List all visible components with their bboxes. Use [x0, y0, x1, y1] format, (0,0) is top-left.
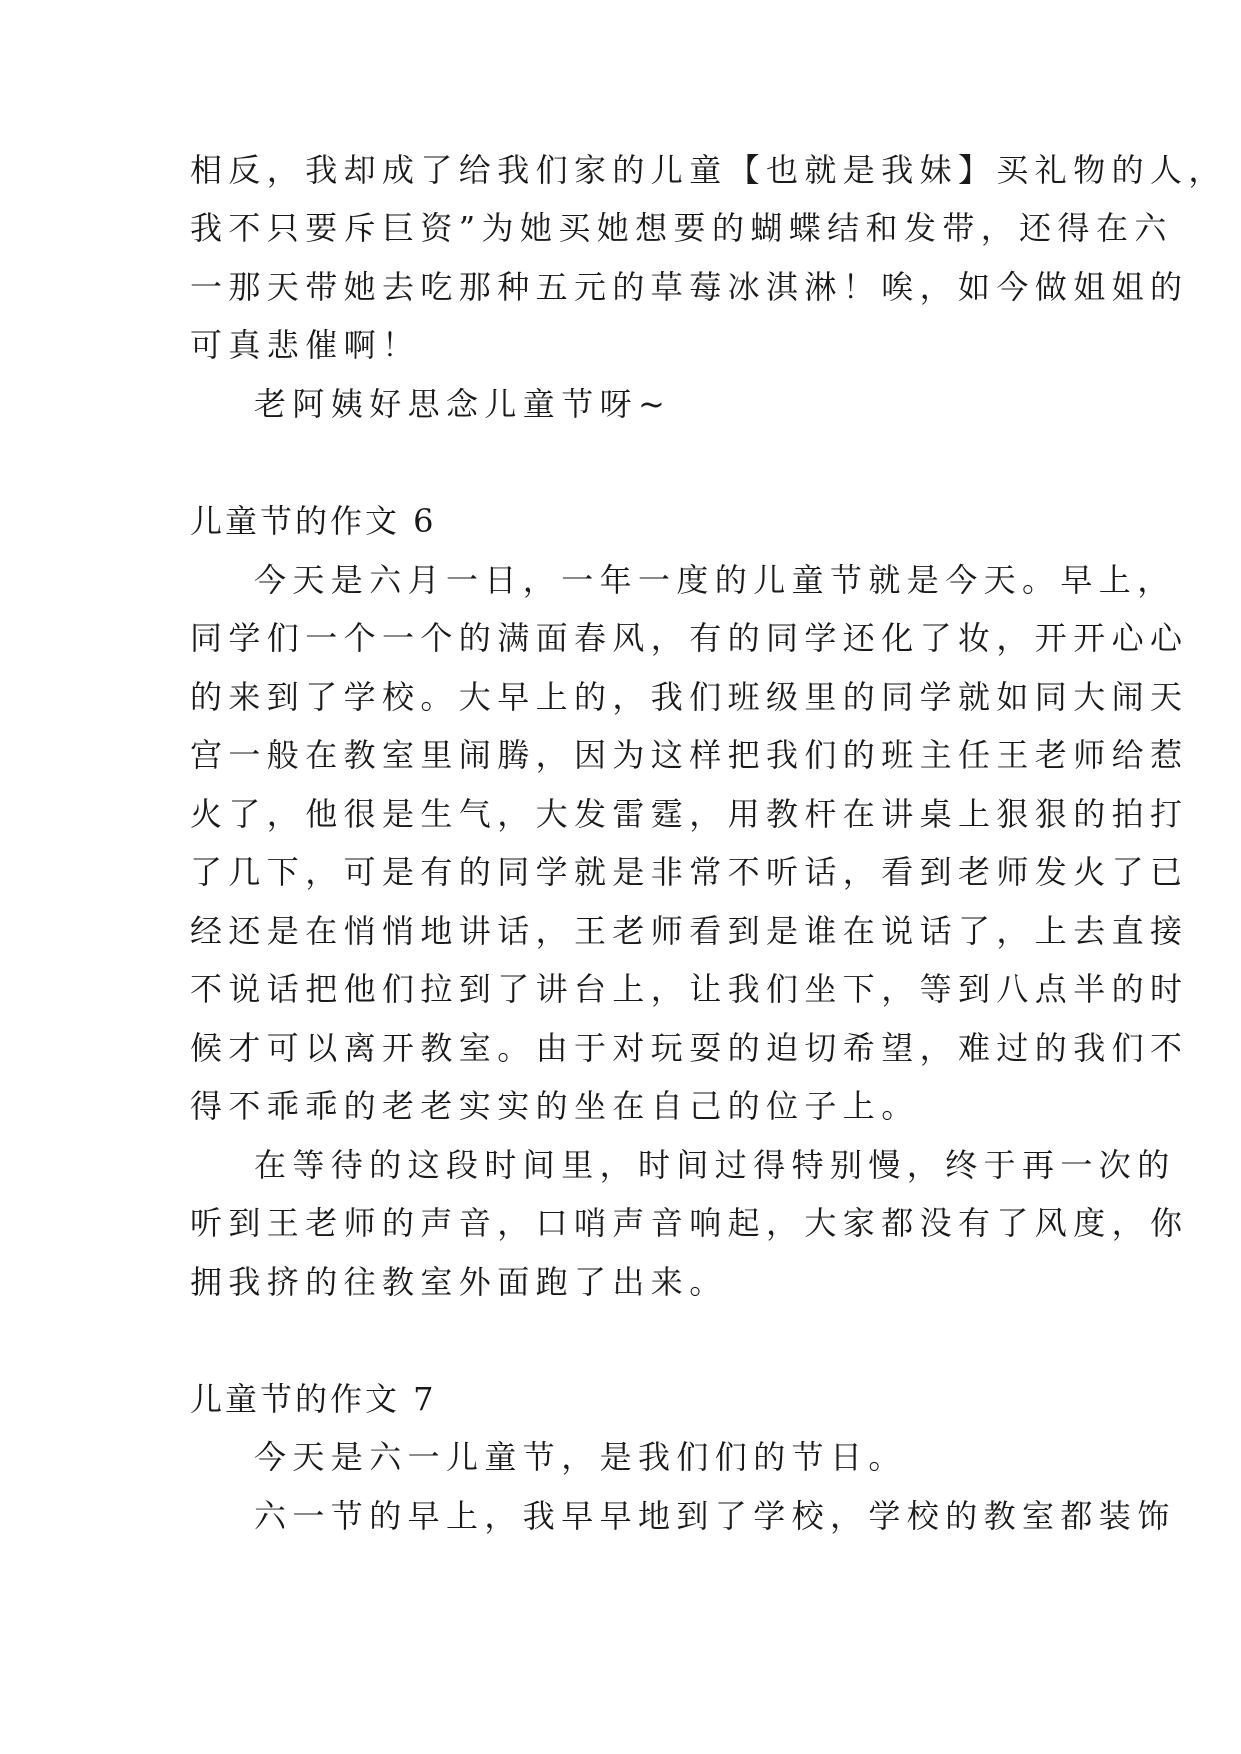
paragraph-line: 火了，他很是生气，大发雷霆，用教杆在讲桌上狠狠的拍打 [190, 795, 1189, 833]
paragraph-line: 经还是在悄悄地讲话，王老师看到是谁在说话了，上去直接 [190, 912, 1189, 950]
closing-line: 老阿姨好思念儿童节呀~ [254, 385, 672, 423]
paragraph-line: 相反，我却成了给我们家的儿童【也就是我妹】买礼物的人， [190, 151, 1227, 189]
paragraph-line: 六一节的早上，我早早地到了学校，学校的教室都装饰 [254, 1497, 1176, 1535]
paragraph-line: 一那天带她去吃那种五元的草莓冰淇淋！唉，如今做姐姐的 [190, 268, 1189, 306]
paragraph-line: 不说话把他们拉到了讲台上，让我们坐下，等到八点半的时 [190, 970, 1189, 1008]
paragraph-line: 我不只要斥巨资”为她买她想要的蝴蝶结和发带，还得在六 [190, 209, 1173, 247]
paragraph-line: 了几下，可是有的同学就是非常不听话，看到老师发火了已 [190, 853, 1189, 891]
paragraph-line: 候才可以离开教室。由于对玩耍的迫切希望，难过的我们不 [190, 1029, 1189, 1067]
paragraph-line: 听到王老师的声音，口哨声音响起，大家都没有了风度，你 [190, 1204, 1189, 1242]
section-heading: 儿童节的作文 7 [190, 1380, 437, 1418]
paragraph-line: 今天是六一儿童节，是我们们的节日。 [254, 1438, 907, 1476]
paragraph-line: 拥我挤的往教室外面跑了出来。 [190, 1263, 728, 1301]
paragraph-line: 今天是六月一日，一年一度的儿童节就是今天。早上， [254, 561, 1176, 599]
paragraph-line: 同学们一个一个的满面春风，有的同学还化了妆，开开心心 [190, 619, 1189, 657]
paragraph-line: 宫一般在教室里闹腾，因为这样把我们的班主任王老师给惹 [190, 736, 1189, 774]
section-heading: 儿童节的作文 6 [190, 502, 437, 540]
paragraph-line: 的来到了学校。大早上的，我们班级里的同学就如同大闹天 [190, 678, 1189, 716]
paragraph-line: 可真悲催啊！ [190, 326, 421, 364]
paragraph-line: 得不乖乖的老老实实的坐在自己的位子上。 [190, 1087, 920, 1125]
paragraph-line: 在等待的这段时间里，时间过得特别慢，终于再一次的 [254, 1146, 1176, 1184]
